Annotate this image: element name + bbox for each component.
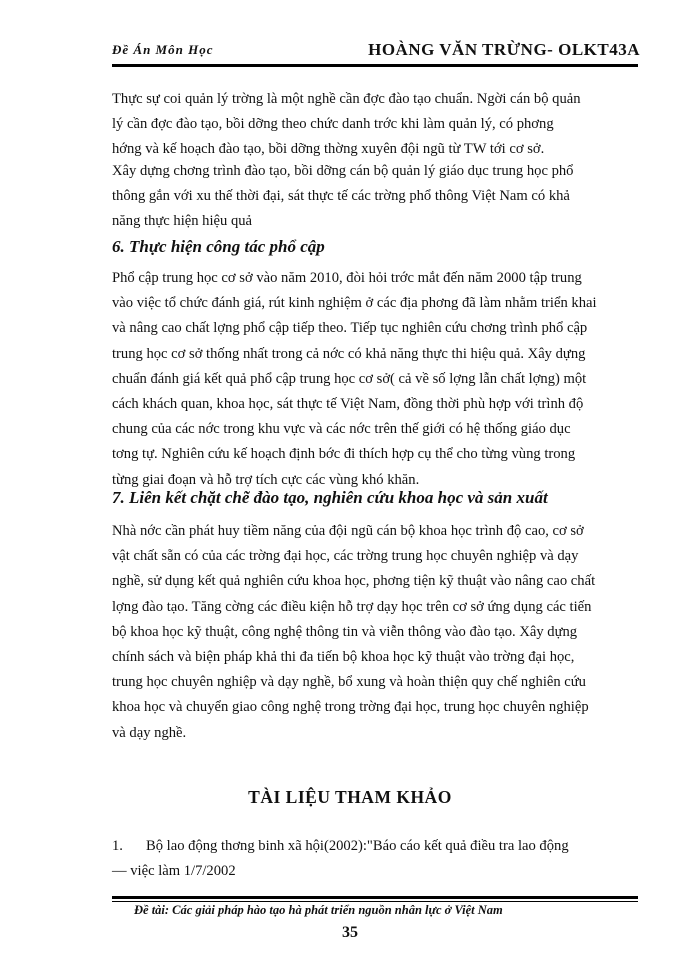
text-line: Phổ cập trung học cơ sở vào năm 2010, đòi hỏi trớc mắt đến năm 2000 tập trung [112, 270, 582, 286]
text-line: năng thực hiện hiệu quả [112, 213, 253, 230]
text-line: lý cần đợc đào tạo, bồi dỡng theo chức danh trớc khi làm quản lý, có phơng [112, 116, 554, 133]
text-line: trung học chuyên nghiệp và dạy nghề, bổ xung và hoàn thiện quy chế nghiên cứu [112, 674, 586, 691]
reference-line-2: — việc làm 1/7/2002 [112, 863, 236, 879]
section-heading-7: 7. Liên kết chặt chẽ đào tạo, nghiên cứu khoa học và sản xuất [112, 488, 548, 507]
text-line: chuẩn đánh giá kết quả phổ cập trung học cơ sở( cả về số lợng lẫn chất lợng) một [112, 370, 587, 387]
reference-line-1 [112, 834, 652, 859]
text-line: chung của các nớc trong khu vực và các nớc trên thế giới có hệ thống giáo dục [112, 421, 571, 438]
section-heading-6: 6. Thực hiện công tác phổ cập [112, 237, 325, 256]
intro-paragraph-1 [112, 87, 640, 163]
page-header [112, 40, 640, 64]
text-line: vật chất sẵn có của các trờng đại học, các trờng trung học chuyên nghiệp và dạy [112, 548, 579, 565]
text-line: Xây dựng chơng trình đào tạo, bồi dỡng cán bộ quản lý giáo dục trung học phổ [112, 163, 574, 179]
text-line: hớng và kế hoạch đào tạo, bồi dỡng thờng xuyên đội ngũ từ TW tới cơ sở. [112, 141, 545, 158]
page-number: 35 [342, 924, 358, 941]
footer-rule-thin [112, 901, 638, 902]
intro-paragraph-2 [112, 159, 640, 235]
text-line: từng giai đoạn và hỗ trợ tích cực các vùng khó khăn. [112, 471, 420, 488]
text-line: vào việc tổ chức đánh giá, rút kinh nghiệm ở các địa phơng đã làm nhằm triển khai [112, 295, 597, 312]
text-line: nghề, sử dụng kết quả nghiên cứu khoa học, phơng tiện kỹ thuật vào nâng cao chất [112, 573, 596, 590]
footer-topic: Đề tài: Các giải pháp hào tạo hà phát triển nguồn nhân lực ở Việt Nam [134, 903, 503, 917]
text-line: chính sách và biện pháp khả thi đa tiến bộ khoa học kỹ thuật vào trờng đại học, [112, 649, 575, 666]
reference-item [112, 834, 652, 884]
references-title: TÀI LIỆU THAM KHẢO [248, 787, 452, 807]
header-rule [112, 64, 638, 67]
text-line: khoa học và chuyển giao công nghệ trong trờng đại học, trung học chuyên nghiệp [112, 699, 589, 716]
section-6-paragraph [112, 266, 640, 493]
text-line: và dạy nghề. [112, 724, 187, 741]
text-line: lợng đào tạo. Tăng cờng các điều kiện hỗ trợ dạy học trên cơ sở ứng dụng các tiến [112, 598, 592, 615]
section-7-paragraph [112, 519, 640, 746]
footer-rule [112, 896, 638, 899]
reference-text: Bộ lao động thơng binh xã hội(2002):"Báo cáo kết quả điều tra lao động [146, 838, 569, 854]
text-line: tơng tự. Nghiên cứu kế hoạch định bớc đi thích hợp cụ thể cho từng vùng trong [112, 446, 576, 463]
header-author: HOÀNG VĂN TRỪNG- OLKT43A [368, 40, 640, 59]
text-line: bộ khoa học kỹ thuật, công nghệ thông tin và viễn thông vào đào tạo. Xây dựng [112, 623, 578, 640]
text-line: cách khách quan, khoa học, sát thực tế Việt Nam, đồng thời phù hợp với trình độ [112, 396, 584, 413]
text-line: Nhà nớc cần phát huy tiềm năng của đội ngũ cán bộ khoa học trình độ cao, cơ sở [112, 523, 584, 539]
text-line: và nâng cao chất lợng phổ cập tiếp theo. Tiếp tục nghiên cứu chơng trình phổ cập [112, 320, 588, 337]
header-subject: Đề Án Môn Học [112, 42, 214, 57]
text-line: trung học cơ sở thống nhất trong cả nớc có khả năng thực thi hiệu quả. Xây dựng [112, 345, 586, 362]
text-line: Thực sự coi quản lý trờng là một nghề cần đợc đào tạo chuẩn. Ngời cán bộ quản [112, 91, 581, 107]
text-line: thông gắn với xu thế thời đại, sát thực tế các trờng phổ thông Việt Nam có khả [112, 188, 570, 205]
reference-number: 1. [112, 838, 123, 854]
